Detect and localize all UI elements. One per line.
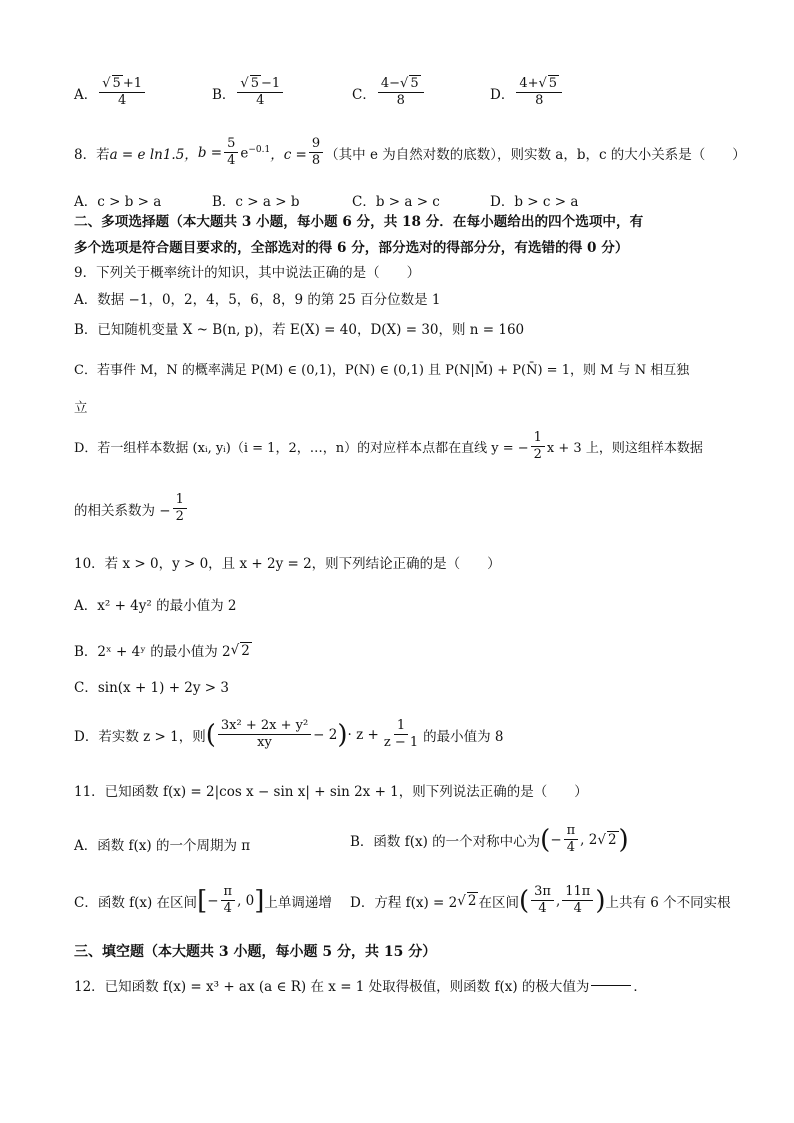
q10-stem: 10．若 x > 0，y > 0，且 x + 2y = 2，则下列结论正确的是（ ） [74,556,501,572]
q11-option-d: D．方程 f(x) = 2 √ 2 在区间 ( $\frac{3\pi}{4}$ , $\frac{11\pi}{4}$ ) 上共有 6 个不同实根 [350,884,731,918]
q9-option-d-line2: 的相关系数为 − $\frac{1}{2}$ [74,492,189,526]
q9-option-b: B．已知随机变量 X ~ B(n, p)，若 E(X) = 40，D(X) = 30，则 n = 160 [74,322,525,338]
section2-heading-line1: 二、多项选择题（本大题共 3 小题，每小题 6 分，共 18 分．在每小题给出的四个选项中，有 [74,214,644,230]
q7-option-b: B． √ $\frac{5 -1}{4}$ [212,76,285,110]
q10-option-d: D．若实数 z > 1，则 ( $\frac{\text{3x² + 2x + y²}}{xy}$ − 2 ) · z + $\frac{1}{z - 1}$ 的最小值为 8 [74,718,504,751]
q9-option-c-line1: C．若事件 M，N 的概率满足 P(M) ∈ (0,1)，P(N) ∈ (0,1) 且 P(N|M̄) + P(N̄) = 1，则 M 与 N 相互独 [74,363,690,378]
q8-option-b: B．c > a > b [212,194,300,210]
q12-answer-blank[interactable] [591,985,631,986]
q7-option-a: A． √ $\frac{5 +1}{4}$ [74,76,147,110]
q11-stem: 11．已知函数 f(x) = 2|cos x − sin x| + sin 2x + 1，则下列说法正确的是（ ） [74,784,588,800]
q11-option-a: A．函数 f(x) 的一个周期为 π [74,838,251,854]
q9-option-d-line1: D．若一组样本数据 (xᵢ, yᵢ)（i = 1，2，…，n）的对应样本点都在直线 y = − $\frac{1}{2}$ x + 3 上，则这组样本数据 [74,430,703,463]
q10-option-b: B．2ˣ + 4ʸ 的最小值为 2 √ 2 [74,640,252,660]
q10-option-a: A．x² + 4y² 的最小值为 2 [74,598,237,614]
q8-option-d: D．b > c > a [490,194,579,210]
q9-option-c-line2: 立 [74,400,88,416]
q8-option-c: C．b > a > c [352,194,440,210]
q7-option-c: C． $\frac{4-√ 5}{8}$ [352,76,426,110]
section3-heading: 三、填空题（本大题共 3 小题，每小题 5 分，共 15 分） [74,944,437,960]
q9-option-a: A．数据 −1，0，2，4，5，6，8，9 的第 25 百分位数是 1 [74,292,441,308]
section2-heading-line2: 多个选项是符合题目要求的，全部选对的得 6 分，部分选对的得部分分，有选错的得 0 分） [74,240,629,256]
q8-option-a: A．c > b > a [74,194,162,210]
q9-stem: 9．下列关于概率统计的知识，其中说法正确的是（ ） [74,265,421,281]
q11-option-c: C．函数 f(x) 在区间 [ − $\frac{\pi}{4}$ , 0 ] 上单调递增 [74,884,332,917]
q7-option-d: D． $\frac{4+√ 5}{8}$ [490,76,564,110]
q12-stem: 12．已知函数 f(x) = x³ + ax (a ∈ R) 在 x = 1 处取得极值，则函数 f(x) 的极大值为 ． [74,979,647,995]
q11-option-b: B．函数 f(x) 的一个对称中心为 ( − $\frac{\pi}{4}$ , 2 √ 2 ) [350,823,629,857]
q10-option-c: C．sin(x + 1) + 2y > 3 [74,680,229,696]
q8-stem: 8．若 a = e ln1.5， b = $\frac{5}{4}$ $e^{-0.1}$ ，c = $\frac{9}{8}$ （其中 e 为自然对数的底数），则实数 a，b，c 的大小关系是（ ） [74,136,746,169]
